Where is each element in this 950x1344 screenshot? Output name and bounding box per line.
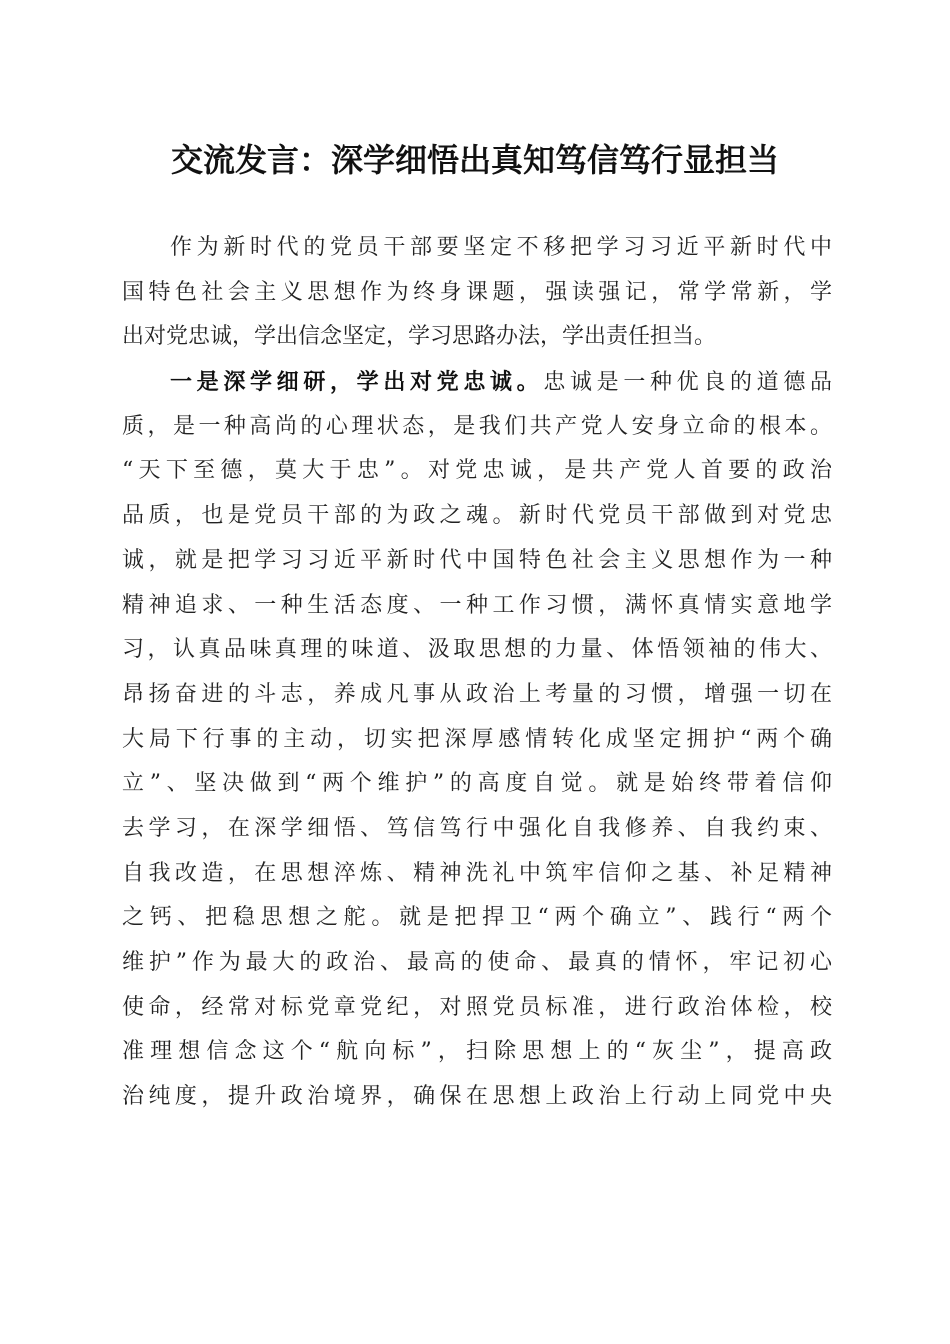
paragraph-line: 大局下行事的主动，切实把深厚感情转化成坚定拥护“两个确 bbox=[122, 726, 832, 752]
paragraph-line: 精神追求、一种生活态度、一种工作习惯，满怀真情实意地学 bbox=[122, 592, 832, 618]
paragraph-line: 治纯度，提升政治境界，确保在思想上政治上行动上同党中央 bbox=[122, 1084, 832, 1110]
paragraph-line: 维护”作为最大的政治、最高的使命、最真的情怀，牢记初心 bbox=[122, 950, 832, 975]
document-body bbox=[122, 226, 832, 1120]
paragraph-line: 质，是一种高尚的心理状态，是我们共产党人安身立命的根本。 bbox=[122, 413, 832, 439]
paragraph-line: 品质，也是党员干部的为政之魂。新时代党员干部做到对党忠 bbox=[122, 503, 832, 529]
paragraph-line: 昂扬奋进的斗志，养成凡事从政治上考量的习惯，增强一切在 bbox=[122, 681, 832, 707]
paragraph-line: 立”、坚决做到“两个维护”的高度自觉。就是始终带着信仰 bbox=[122, 771, 832, 797]
section1-heading: 一是深学细研，学出对党忠诚。 bbox=[170, 369, 544, 396]
section1-first-line-rest: 忠诚是一种优良的道德品 bbox=[543, 370, 832, 396]
paragraph-line: 去学习，在深学细悟、笃信笃行中强化自我修养、自我约束、 bbox=[122, 815, 832, 841]
paragraph-line: 之钙、把稳思想之舵。就是把捍卫“两个确立”、践行“两个 bbox=[122, 905, 832, 931]
paragraph-line: 使命，经常对标党章党纪，对照党员标准，进行政治体检，校 bbox=[122, 994, 832, 1020]
paragraph-line: “天下至德，莫大于忠”。对党忠诚，是共产党人首要的政治 bbox=[122, 458, 832, 484]
paragraph-line: 习，认真品味真理的味道、汲取思想的力量、体悟领袖的伟大、 bbox=[122, 637, 832, 663]
intro-line: 作为新时代的党员干部要坚定不移把学习习近平新时代中 bbox=[170, 235, 832, 260]
paragraph-line: 自我改造，在思想淬炼、精神洗礼中筑牢信仰之基、补足精神 bbox=[122, 860, 832, 886]
intro-line: 国特色社会主义思想作为终身课题，强读强记，常学常新，学 bbox=[122, 279, 832, 305]
intro-line: 出对党忠诚，学出信念坚定，学习思路办法，学出责任担当。 bbox=[122, 324, 717, 350]
document-title: 交流发言：深学细悟出真知笃信笃行显担当 bbox=[170, 141, 779, 179]
section1-first-line bbox=[122, 360, 832, 405]
paragraph-line: 准理想信念这个“航向标”，扫除思想上的“灰尘”，提高政 bbox=[122, 1039, 832, 1065]
paragraph-line: 诚，就是把学习习近平新时代中国特色社会主义思想作为一种 bbox=[122, 547, 832, 573]
